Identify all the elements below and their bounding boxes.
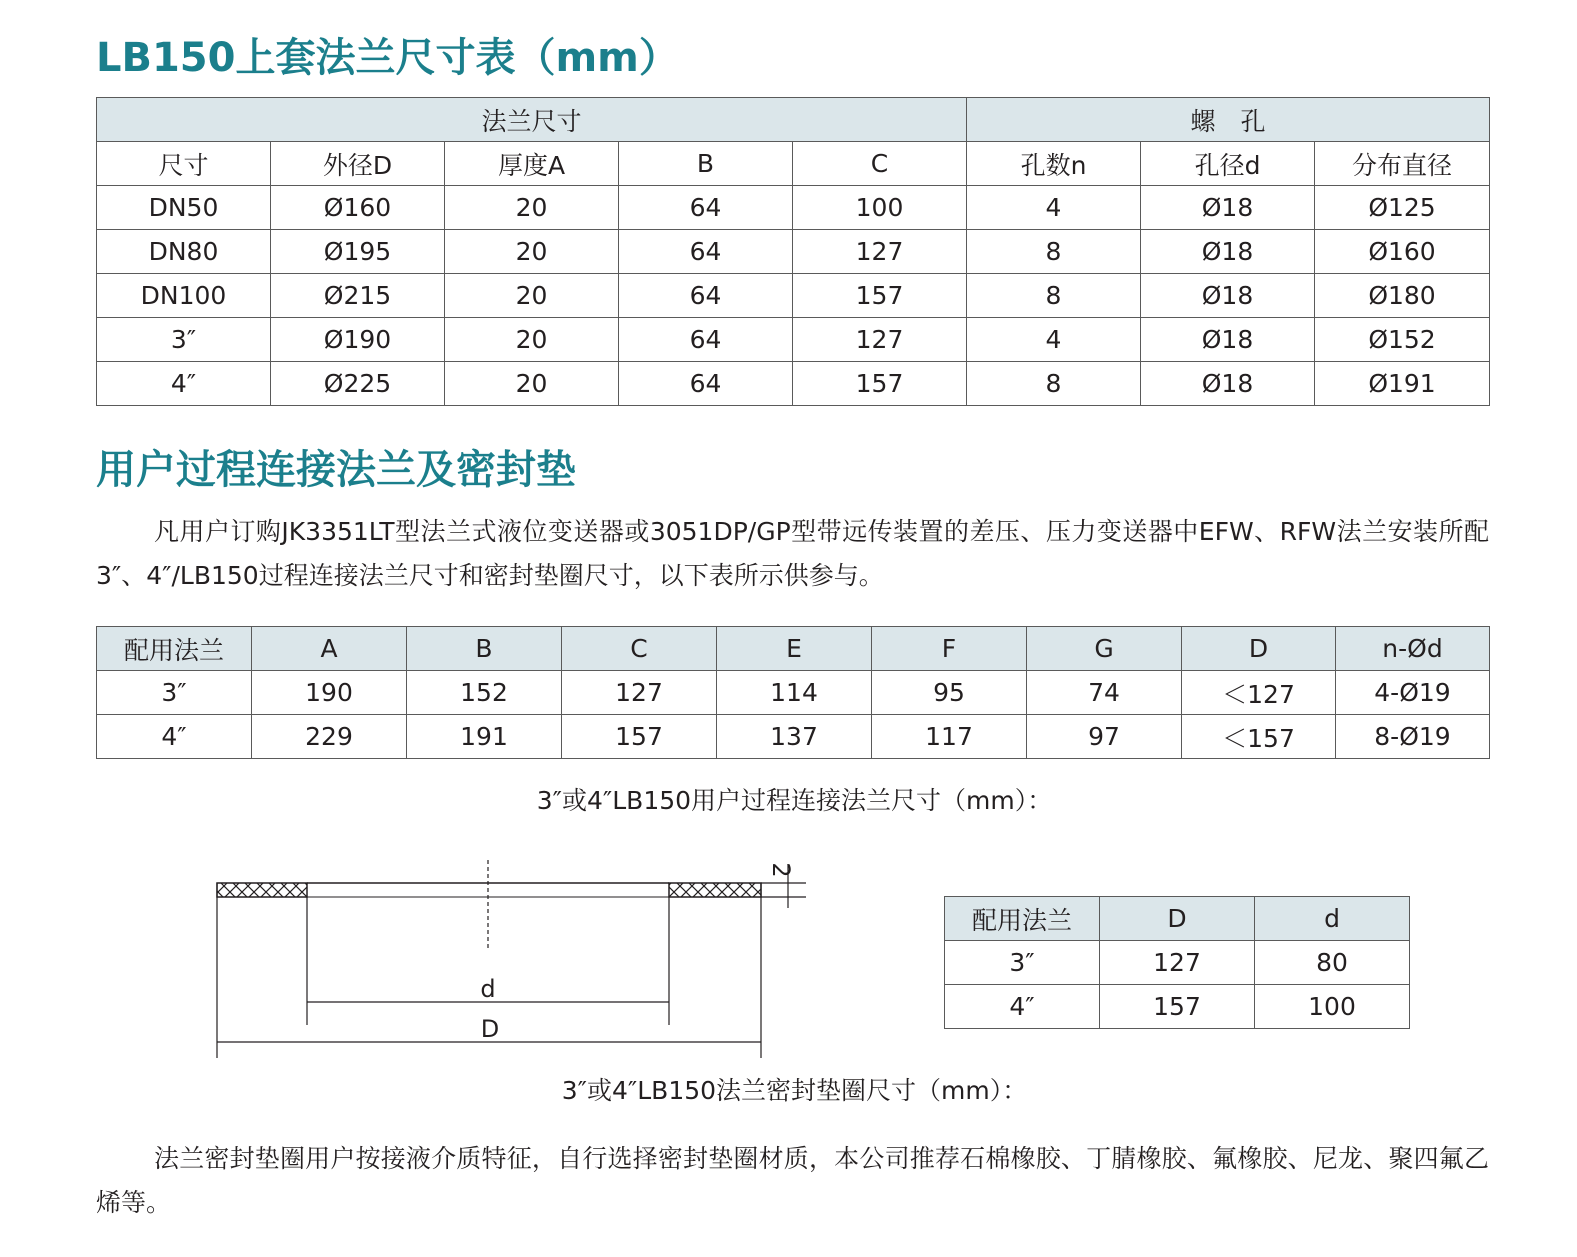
column-header: B bbox=[619, 142, 793, 186]
column-header: 孔数n bbox=[967, 142, 1141, 186]
table-cell: 20 bbox=[445, 362, 619, 406]
outer-diameter-label: D bbox=[480, 1015, 500, 1043]
table-cell: 64 bbox=[619, 186, 793, 230]
column-header-row bbox=[945, 897, 1410, 941]
table-cell: 20 bbox=[445, 230, 619, 274]
column-header: D bbox=[1182, 627, 1336, 671]
column-header: F bbox=[872, 627, 1027, 671]
gasket-size-table bbox=[944, 896, 1410, 1029]
table-cell: Ø160 bbox=[1315, 230, 1490, 274]
flange-size-table bbox=[96, 97, 1490, 406]
inner-diameter-label: d bbox=[480, 975, 496, 1003]
table-cell: 229 bbox=[252, 715, 407, 759]
column-header: d bbox=[1255, 897, 1410, 941]
group-header-row bbox=[97, 98, 1490, 142]
gasket-dimension-caption: 3″或4″LB150法兰密封垫圈尺寸（mm）： bbox=[561, 1076, 1028, 1105]
table-cell: Ø225 bbox=[271, 362, 445, 406]
table-cell: 74 bbox=[1027, 671, 1182, 715]
table-cell: 157 bbox=[562, 715, 717, 759]
table-cell: 127 bbox=[793, 318, 967, 362]
table-cell: 4 bbox=[967, 186, 1141, 230]
table-cell: 3″ bbox=[97, 671, 252, 715]
outer-diameter-dimension bbox=[217, 883, 761, 1058]
table-cell: 4″ bbox=[945, 985, 1100, 1029]
table-cell: DN50 bbox=[97, 186, 271, 230]
column-header: 配用法兰 bbox=[97, 627, 252, 671]
table-cell: 127 bbox=[793, 230, 967, 274]
thickness-label: 2 bbox=[767, 862, 795, 878]
column-header-row bbox=[97, 142, 1490, 186]
table-cell: 20 bbox=[445, 186, 619, 230]
table-cell: 127 bbox=[562, 671, 717, 715]
table-cell: 137 bbox=[717, 715, 872, 759]
table-cell: DN100 bbox=[97, 274, 271, 318]
column-header: B bbox=[407, 627, 562, 671]
table-cell: Ø190 bbox=[271, 318, 445, 362]
table-cell: 95 bbox=[872, 671, 1027, 715]
gasket-cross-section-diagram bbox=[200, 850, 820, 1065]
column-header: 分布直径 bbox=[1315, 142, 1490, 186]
table-cell: 4-Ø19 bbox=[1336, 671, 1490, 715]
table-cell: 157 bbox=[793, 274, 967, 318]
table-cell: Ø18 bbox=[1141, 362, 1315, 406]
table-cell: Ø18 bbox=[1141, 318, 1315, 362]
process-flange-section-title: 用户过程连接法兰及密封垫 bbox=[96, 447, 576, 493]
table-cell: 97 bbox=[1027, 715, 1182, 759]
column-header: A bbox=[252, 627, 407, 671]
table-cell: 191 bbox=[407, 715, 562, 759]
process-flange-table bbox=[96, 626, 1490, 759]
column-header: G bbox=[1027, 627, 1182, 671]
table-cell: 100 bbox=[1255, 985, 1410, 1029]
gasket-right-section bbox=[669, 883, 761, 897]
table-cell: 127 bbox=[1100, 941, 1255, 985]
column-header: 配用法兰 bbox=[945, 897, 1100, 941]
table-cell: 190 bbox=[252, 671, 407, 715]
table-cell: 114 bbox=[717, 671, 872, 715]
column-header-row bbox=[97, 627, 1490, 671]
table-cell: Ø180 bbox=[1315, 274, 1490, 318]
table-cell: ＜127 bbox=[1182, 671, 1336, 715]
table-row bbox=[97, 186, 1490, 230]
flange-dimension-caption: 3″或4″LB150用户过程连接法兰尺寸（mm）： bbox=[536, 786, 1053, 815]
group-header-flange-size: 法兰尺寸 bbox=[97, 98, 967, 142]
table-cell: Ø191 bbox=[1315, 362, 1490, 406]
table-cell: 8 bbox=[967, 230, 1141, 274]
table-cell: Ø125 bbox=[1315, 186, 1490, 230]
table-cell: Ø160 bbox=[271, 186, 445, 230]
column-header: n-Ød bbox=[1336, 627, 1490, 671]
group-header-bolt-holes: 螺 孔 bbox=[967, 98, 1490, 142]
table-cell: 3″ bbox=[97, 318, 271, 362]
intro-paragraph: 凡用户订购JK3351LT型法兰式液位变送器或3051DP/GP型带远传装置的差压、压力变送器中EFW、RFW法兰安装所配3″、4″/LB150过程连接法兰尺寸和密封垫圈尺寸，以下表所示供参与。 bbox=[96, 517, 1489, 590]
table-cell: 64 bbox=[619, 318, 793, 362]
table-cell: 64 bbox=[619, 274, 793, 318]
table-row bbox=[97, 671, 1490, 715]
table-cell: 152 bbox=[407, 671, 562, 715]
table-cell: 20 bbox=[445, 318, 619, 362]
column-header: 外径D bbox=[271, 142, 445, 186]
table-cell: 8 bbox=[967, 274, 1141, 318]
gasket-left-section bbox=[217, 883, 307, 897]
table-cell: Ø195 bbox=[271, 230, 445, 274]
table-cell: Ø215 bbox=[271, 274, 445, 318]
table-row bbox=[97, 274, 1490, 318]
column-header: C bbox=[793, 142, 967, 186]
thickness-dimension bbox=[761, 862, 806, 908]
table-row bbox=[97, 318, 1490, 362]
table-row bbox=[945, 985, 1410, 1029]
table-cell: 20 bbox=[445, 274, 619, 318]
table-cell: Ø18 bbox=[1141, 274, 1315, 318]
gasket-outline bbox=[217, 860, 761, 950]
gasket-material-note: 法兰密封垫圈用户按接液介质特征，自行选择密封垫圈材质，本公司推荐石棉橡胶、丁腈橡胶、氟橡胶、尼龙、聚四氟乙烯等。 bbox=[96, 1144, 1489, 1217]
table-cell: 8-Ø19 bbox=[1336, 715, 1490, 759]
column-header: 厚度A bbox=[445, 142, 619, 186]
table-row bbox=[945, 941, 1410, 985]
table-cell: 4″ bbox=[97, 715, 252, 759]
table-cell: 80 bbox=[1255, 941, 1410, 985]
table-cell: 64 bbox=[619, 362, 793, 406]
table-cell: 4 bbox=[967, 318, 1141, 362]
table-cell: 117 bbox=[872, 715, 1027, 759]
column-header: D bbox=[1100, 897, 1255, 941]
table-cell: Ø18 bbox=[1141, 186, 1315, 230]
table-cell: 3″ bbox=[945, 941, 1100, 985]
flange-size-table-title: LB150上套法兰尺寸表（mm） bbox=[96, 35, 679, 81]
table-cell: 157 bbox=[793, 362, 967, 406]
column-header: 孔径d bbox=[1141, 142, 1315, 186]
table-row bbox=[97, 362, 1490, 406]
column-header: E bbox=[717, 627, 872, 671]
table-cell: 157 bbox=[1100, 985, 1255, 1029]
table-cell: 64 bbox=[619, 230, 793, 274]
column-header: 尺寸 bbox=[97, 142, 271, 186]
table-row bbox=[97, 715, 1490, 759]
table-row bbox=[97, 230, 1490, 274]
table-cell: Ø152 bbox=[1315, 318, 1490, 362]
table-cell: 8 bbox=[967, 362, 1141, 406]
table-cell: DN80 bbox=[97, 230, 271, 274]
table-cell: 4″ bbox=[97, 362, 271, 406]
table-cell: Ø18 bbox=[1141, 230, 1315, 274]
table-cell: ＜157 bbox=[1182, 715, 1336, 759]
table-cell: 100 bbox=[793, 186, 967, 230]
column-header: C bbox=[562, 627, 717, 671]
